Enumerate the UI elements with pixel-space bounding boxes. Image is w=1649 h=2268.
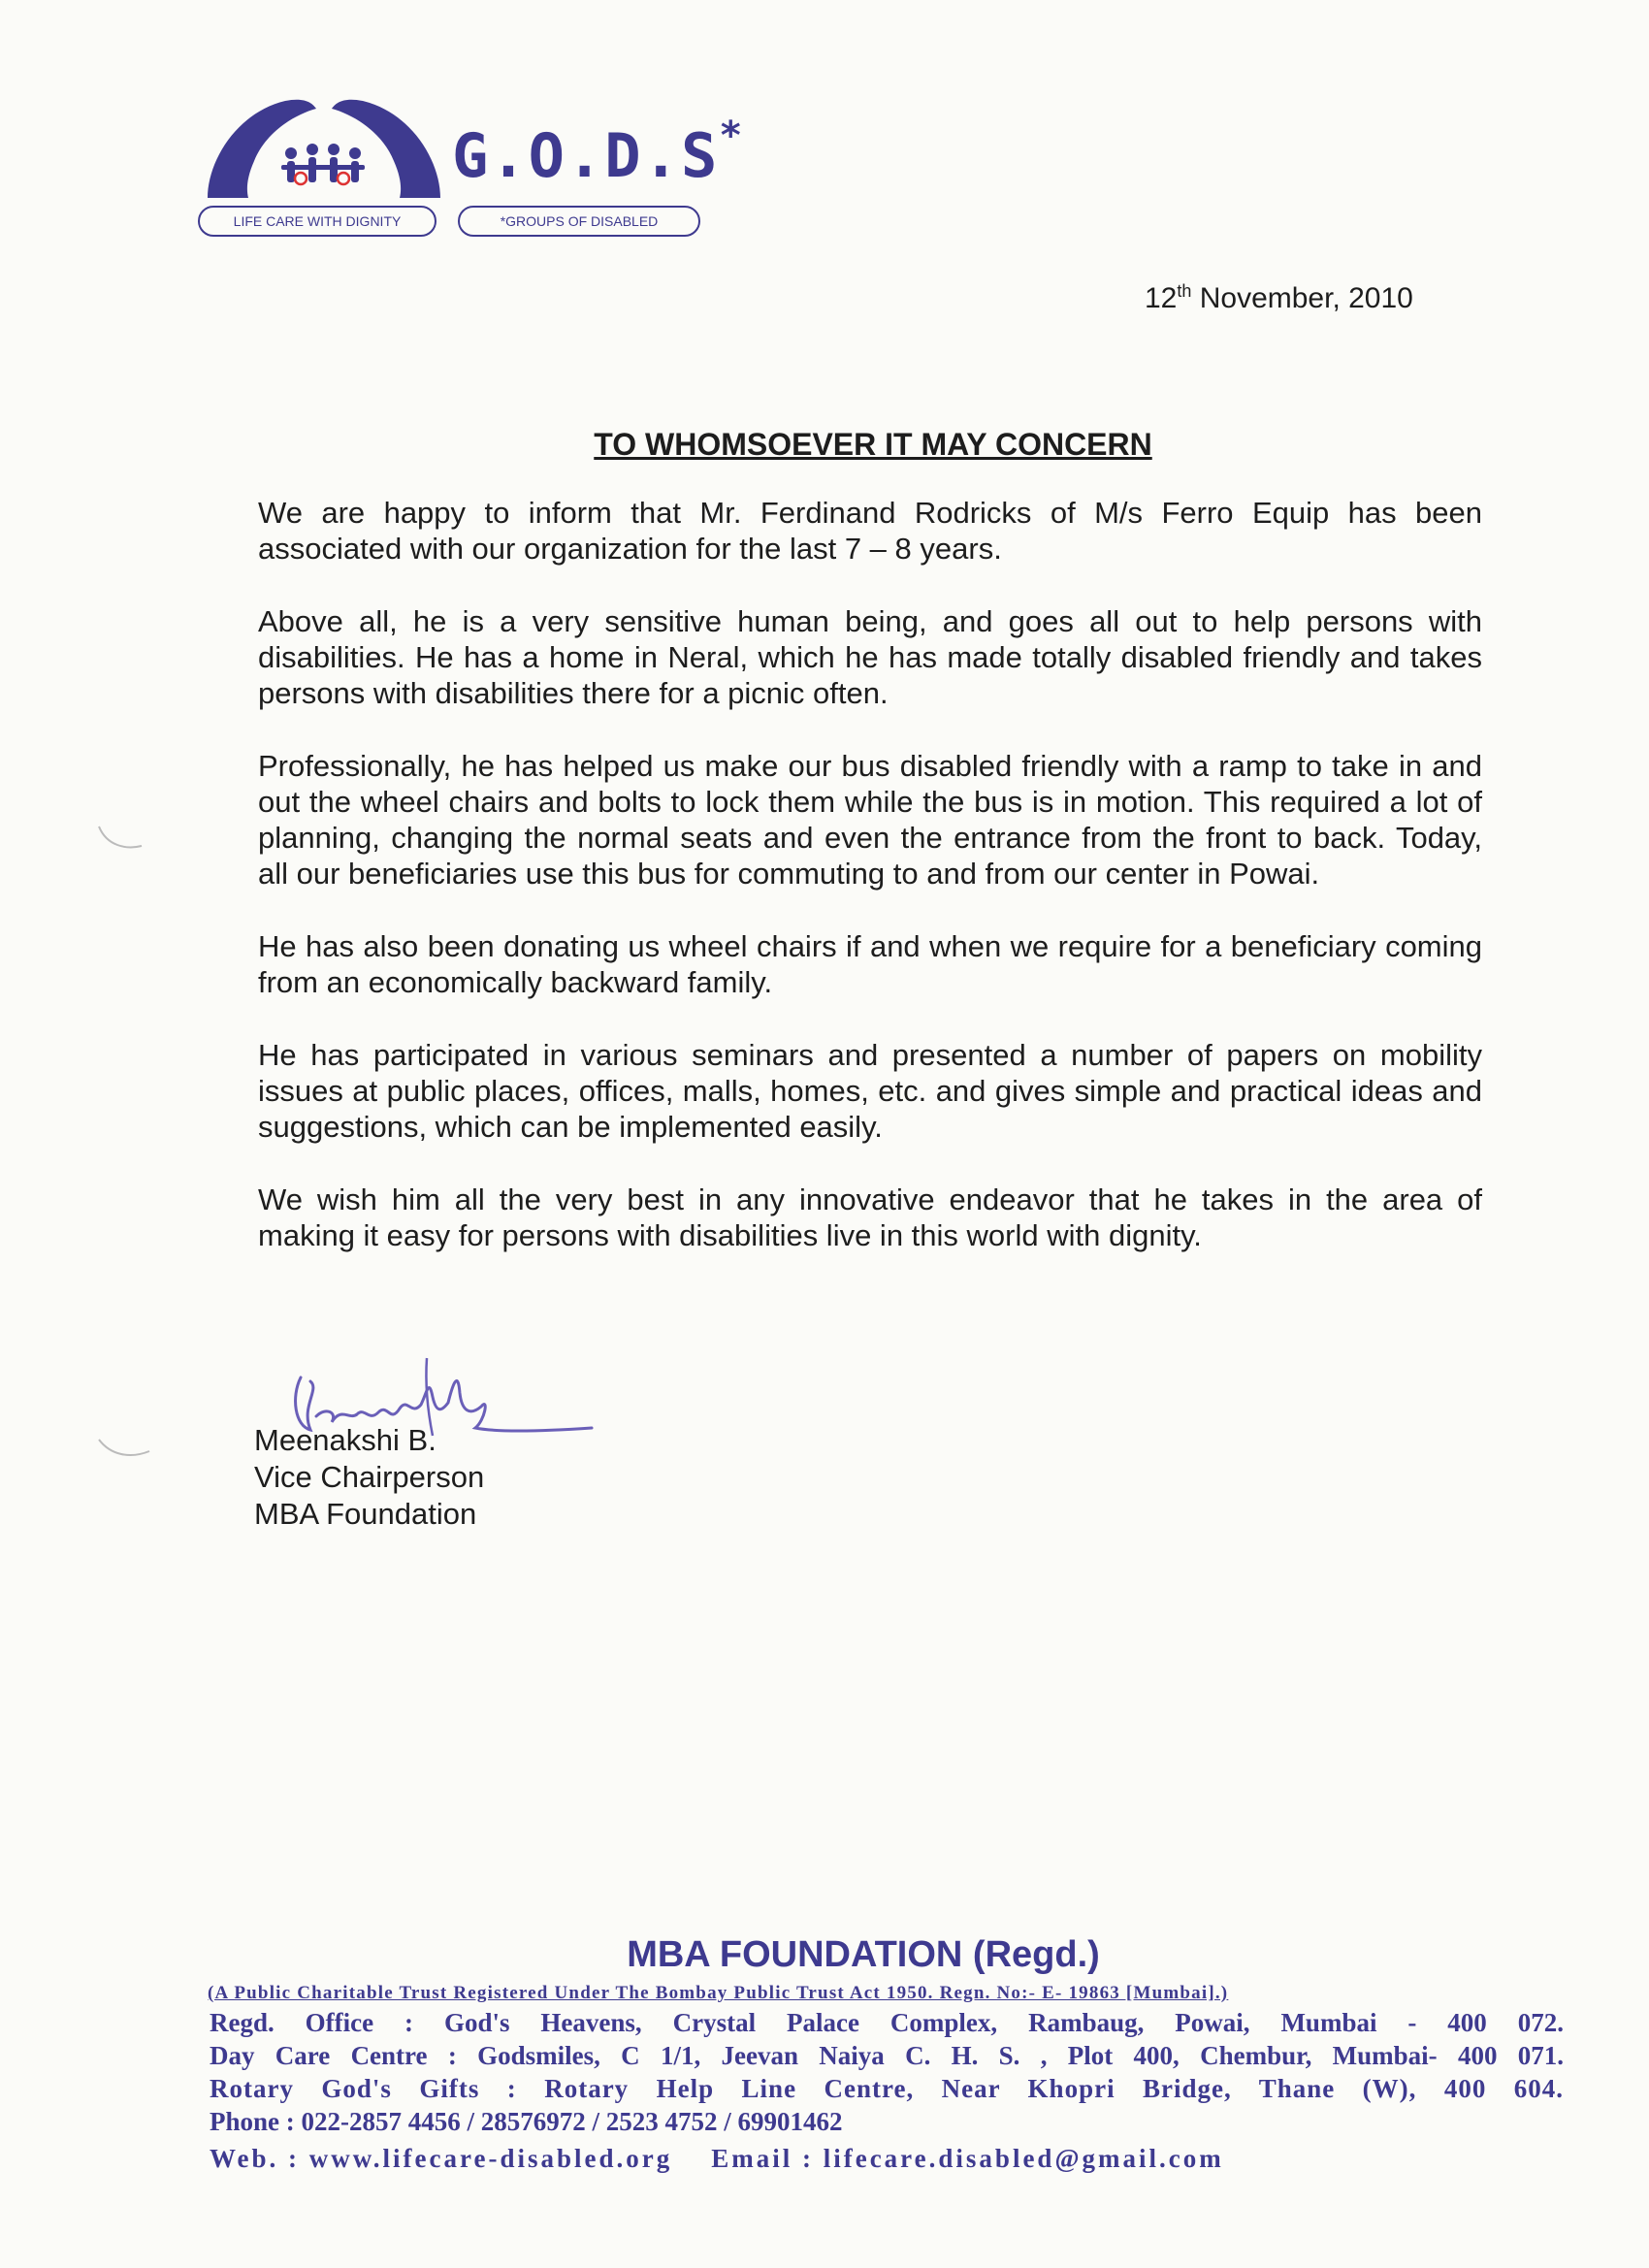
tagline-life-care: LIFE CARE WITH DIGNITY <box>198 206 436 237</box>
letter-date: 12th November, 2010 <box>1145 281 1413 314</box>
footer-org-name: MBA FOUNDATION (Regd.) <box>627 1934 1100 1975</box>
scan-mark <box>97 1436 155 1465</box>
footer-daycare-address: Day Care Centre : Godsmiles, C 1/1, Jeevan Naiya C. H. S. , Plot 400, Chembur, Mumbai- 400 071. <box>210 2041 1564 2070</box>
paragraph: Above all, he is a very sensitive human being, and goes all out to help persons with disabilities. He has a home in Neral, which he has made totally disabled friendly and takes persons with disabilities there for a picnic often. <box>258 604 1482 710</box>
scan-mark <box>97 825 146 854</box>
hands-logo-icon <box>198 93 450 202</box>
footer-rotary-address: Rotary God's Gifts : Rotary Help Line Centre, Near Khopri Bridge, Thane (W), 400 604. <box>210 2074 1564 2103</box>
signature-block <box>254 1422 484 1533</box>
footer-web-link[interactable]: Web. : www.lifecare-disabled.org <box>210 2144 673 2173</box>
footer-email-link[interactable]: Email : lifecare.disabled@gmail.com <box>711 2144 1224 2173</box>
paragraph: We wish him all the very best in any innovative endeavor that he takes in the area of making it easy for persons with disabilities live in this world with dignity. <box>258 1183 1482 1252</box>
letter-body <box>258 495 1482 1290</box>
signer-name: Meenakshi B. <box>254 1423 436 1457</box>
footer-phone: Phone : 022-2857 4456 / 28576972 / 2523 4752 / 69901462 <box>210 2107 843 2136</box>
footer-trust-line: (A Public Charitable Trust Registered Under The Bombay Public Trust Act 1950. Regn. No:- E- 19863 [Mumbai].) <box>208 1983 1229 2003</box>
gods-logo <box>198 93 745 239</box>
letter-title: TO WHOMSOEVER IT MAY CONCERN <box>594 427 1152 462</box>
logo-wordmark: G.O.D.S* <box>452 113 745 191</box>
paragraph: He has participated in various seminars and presented a number of papers on mobility issues at public places, offices, malls, homes, etc. and gives simple and practical ideas and suggestions, which can be implemented easily. <box>258 1038 1482 1144</box>
paragraph: We are happy to inform that Mr. Ferdinand Rodricks of M/s Ferro Equip has been associated with our organization for the last 7 – 8 years. <box>258 496 1482 566</box>
tagline-groups-of-disabled: *GROUPS OF DISABLED <box>458 206 700 237</box>
paragraph: He has also been donating us wheel chairs if and when we require for a beneficiary coming from an economically backward family. <box>258 929 1482 999</box>
footer-office-address: Regd. Office : God's Heavens, Crystal Palace Complex, Rambaug, Powai, Mumbai - 400 072. <box>210 2008 1564 2037</box>
signer-org: MBA Foundation <box>254 1497 477 1531</box>
paragraph: Professionally, he has helped us make our bus disabled friendly with a ramp to take in and out the wheel chairs and bolts to lock them while the bus is in motion. This required a lot of planning, changing the normal seats and even the entrance from the front to back. Today, all our beneficiaries use this bus for commuting to and from our center in Powai. <box>258 749 1482 891</box>
footer-contact <box>210 2144 1564 2174</box>
signer-title: Vice Chairperson <box>254 1460 485 1494</box>
